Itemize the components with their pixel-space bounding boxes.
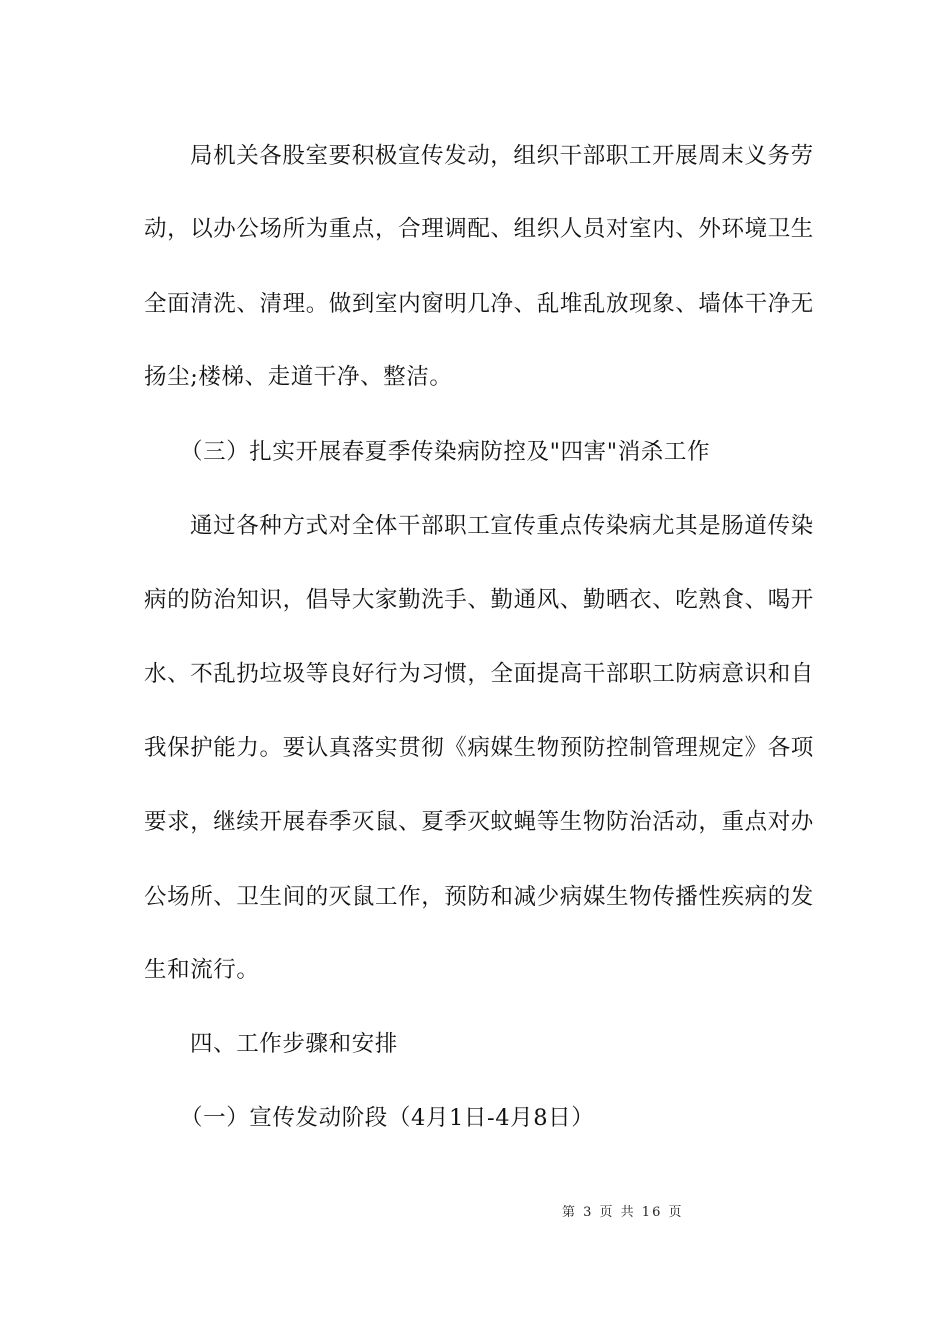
paragraph-3-line-4: 我保护能力。要认真落实贯彻《病媒生物预防控制管理规定》各项 <box>144 735 814 761</box>
paragraph-1-line-4: 扬尘;楼梯、走道干净、整洁。 <box>144 364 453 390</box>
subsection-heading-1: （一）宣传发动阶段（4月1日-4月8日） <box>180 1105 595 1131</box>
paragraph-1-line-2: 动，以办公场所为重点，合理调配、组织人员对室内、外环境卫生 <box>144 216 814 242</box>
paragraph-3-line-2: 病的防治知识，倡导大家勤洗手、勤通风、勤晒衣、吃熟食、喝开 <box>144 587 814 613</box>
page-number-text: 第 3 页 共 16 页 <box>562 1205 684 1220</box>
paragraph-3-line-5: 要求，继续开展春季灭鼠、夏季灭蚊蝇等生物防治活动，重点对办 <box>144 809 814 835</box>
paragraph-1-line-1: 局机关各股室要积极宣传发动，组织干部职工开展周末义务劳 <box>190 143 814 169</box>
paragraph-3-line-7: 生和流行。 <box>144 957 260 983</box>
section-heading-3: （三）扎实开展春夏季传染病防控及"四害"消杀工作 <box>180 439 711 465</box>
paragraph-3-line-3: 水、不乱扔垃圾等良好行为习惯，全面提高干部职工防病意识和自 <box>144 661 814 687</box>
paragraph-1-line-3: 全面清洗、清理。做到室内窗明几净、乱堆乱放现象、墙体干净无 <box>144 291 814 317</box>
paragraph-3-line-1: 通过各种方式对全体干部职工宣传重点传染病尤其是肠道传染 <box>190 513 814 539</box>
section-heading-4: 四、工作步骤和安排 <box>190 1031 398 1057</box>
paragraph-3-line-6: 公场所、卫生间的灭鼠工作，预防和减少病媒生物传播性疾病的发 <box>144 884 814 910</box>
